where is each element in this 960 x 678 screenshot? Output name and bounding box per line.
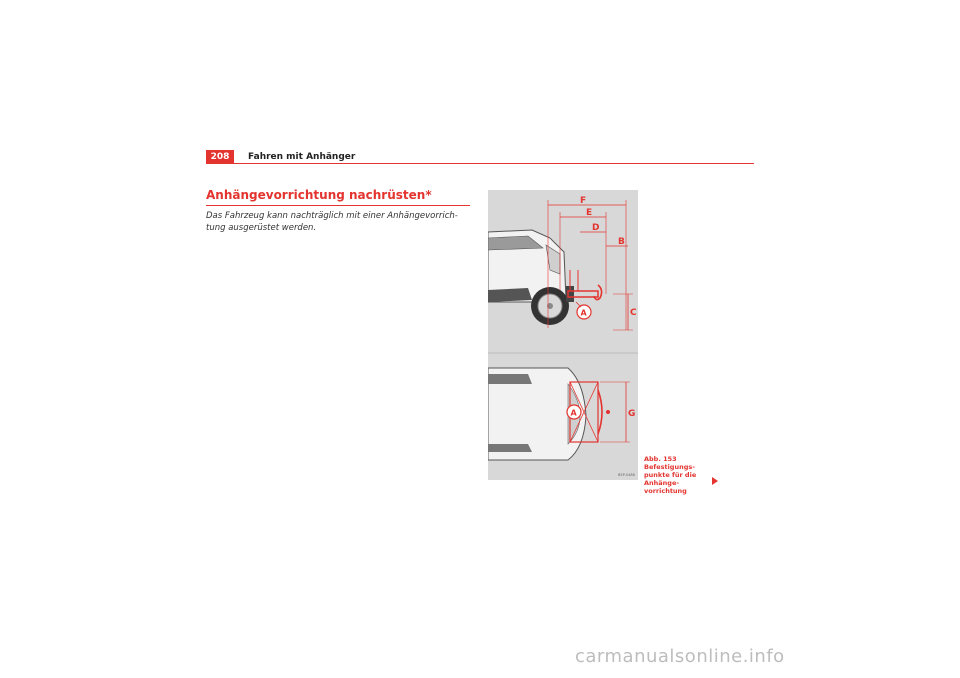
watermark: carmanualsonline.info [575, 646, 785, 667]
caption-line-2: punkte für die Anhänge- [644, 471, 697, 487]
continue-arrow-icon [712, 477, 718, 485]
figure-caption [644, 455, 720, 495]
header-divider [206, 163, 754, 164]
towbar-figure [488, 190, 638, 480]
label-A-top: A [570, 408, 577, 418]
label-E: E [586, 208, 593, 218]
label-F: F [580, 196, 587, 206]
intro-text: Das Fahrzeug kann nachträglich mit einer Anhängevorrich-tung ausgerüstet werden. [206, 211, 458, 233]
caption-line-1: Abb. 153 Befestigungs- [644, 455, 695, 471]
towbar-diagram [488, 190, 638, 480]
section-title: Anhängevorrichtung nachrüsten* [206, 188, 432, 202]
page-number: 208 [206, 150, 234, 164]
running-header: Fahren mit Anhänger [248, 152, 356, 162]
caption-line-3: vorrichtung [644, 487, 687, 495]
title-divider [206, 205, 470, 206]
label-G: G [628, 409, 636, 419]
label-A-side: A [580, 308, 587, 318]
figure-code: B5P-0486 [618, 473, 635, 477]
label-B: B [618, 237, 625, 247]
label-D: D [592, 223, 600, 233]
label-C: C [630, 308, 637, 318]
